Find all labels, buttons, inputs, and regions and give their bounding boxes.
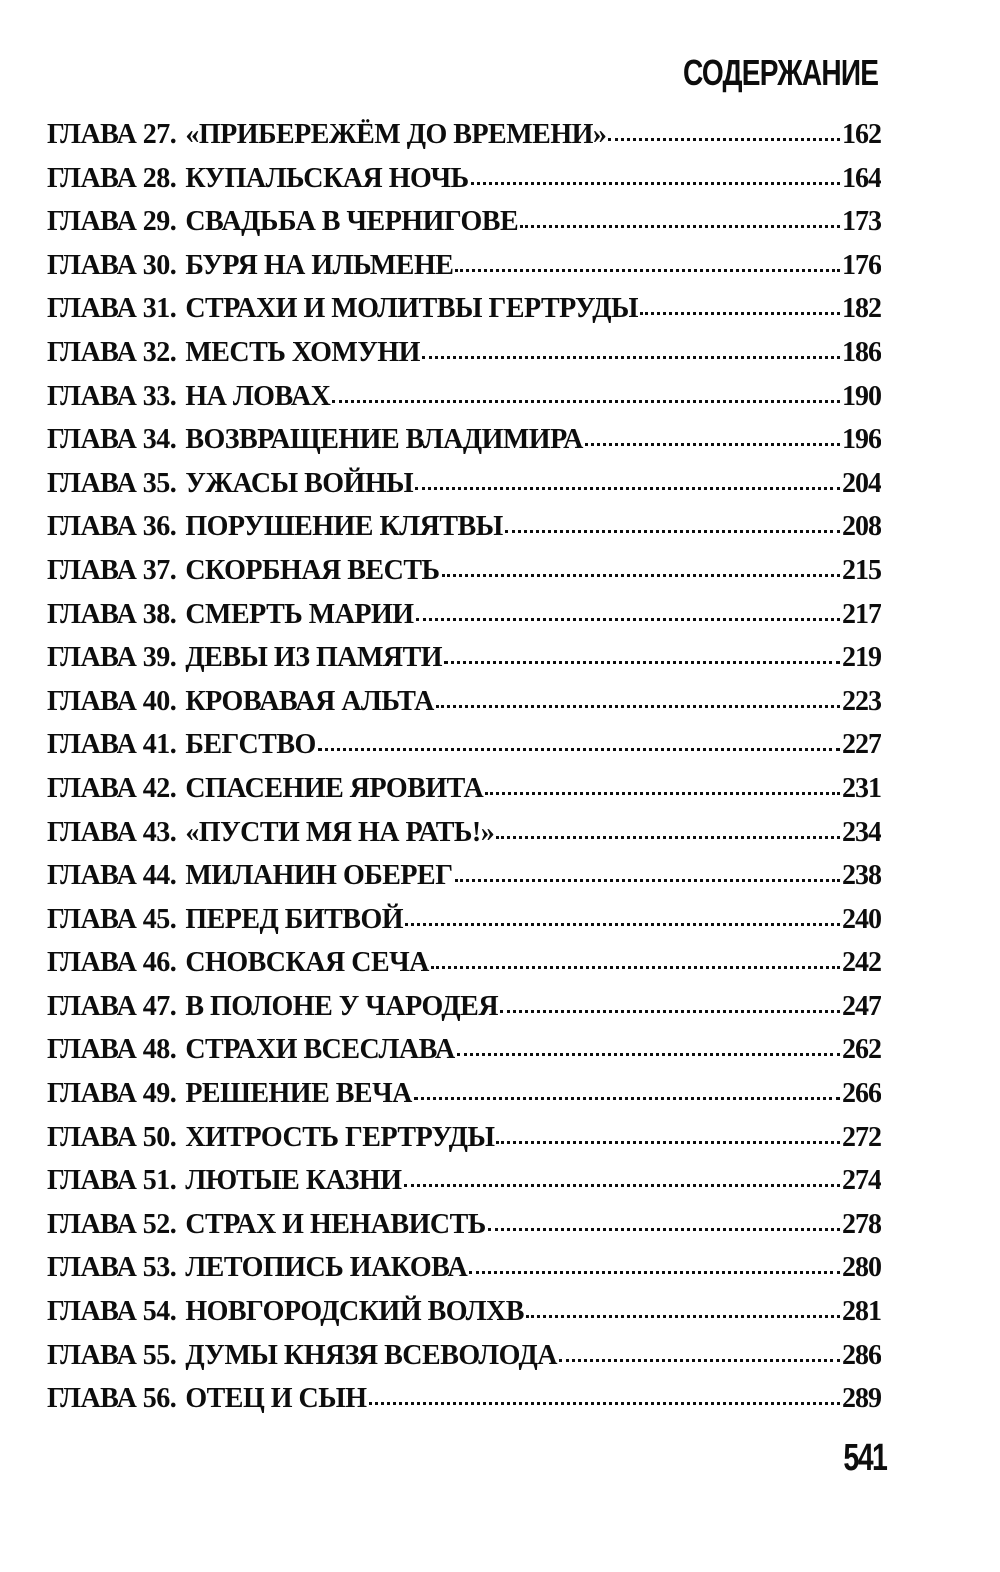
toc-chapter-title: СНОВСКАЯ СЕЧА bbox=[185, 947, 429, 979]
toc-chapter-number: ГЛАВА 54. bbox=[47, 1296, 177, 1328]
toc-entry[interactable] bbox=[47, 113, 881, 157]
toc-entry[interactable] bbox=[47, 549, 881, 593]
toc-chapter-number: ГЛАВА 56. bbox=[47, 1383, 177, 1415]
toc-chapter-number: ГЛАВА 55. bbox=[47, 1339, 177, 1371]
toc-page-number: 208 bbox=[842, 511, 881, 543]
toc-page-number: 162 bbox=[842, 119, 881, 150]
toc-chapter-title: ДЕВЫ ИЗ ПАМЯТИ bbox=[185, 642, 443, 674]
toc-label bbox=[47, 1072, 412, 1116]
toc-entry[interactable] bbox=[47, 767, 881, 811]
toc-chapter-title: ВОЗВРАЩЕНИЕ ВЛАДИМИРА bbox=[185, 424, 583, 456]
toc-label bbox=[47, 375, 330, 419]
toc-page-number: 196 bbox=[842, 424, 881, 456]
toc-label bbox=[47, 1290, 524, 1334]
toc-label bbox=[47, 331, 420, 375]
toc-entry[interactable] bbox=[47, 244, 881, 288]
toc-chapter-title: СПАСЕНИЕ ЯРОВИТА bbox=[185, 772, 484, 804]
toc-dot-leader bbox=[640, 308, 840, 315]
toc-label bbox=[47, 418, 583, 462]
toc-chapter-title: ХИТРОСТЬ ГЕРТРУДЫ bbox=[185, 1121, 495, 1153]
toc-entry[interactable] bbox=[47, 1072, 881, 1116]
toc-page-number: 242 bbox=[842, 947, 881, 979]
toc-entry[interactable] bbox=[47, 462, 881, 506]
toc-label bbox=[47, 1159, 402, 1203]
toc-entry[interactable] bbox=[47, 1159, 881, 1203]
toc-page-number: 231 bbox=[842, 772, 881, 804]
toc-label bbox=[47, 636, 442, 680]
toc-page-number: 247 bbox=[842, 990, 881, 1022]
toc-chapter-title: В ПОЛОНЕ У ЧАРОДЕЯ bbox=[185, 990, 499, 1022]
toc-dot-leader bbox=[485, 788, 840, 795]
toc-chapter-number: ГЛАВА 50. bbox=[47, 1121, 177, 1153]
toc-chapter-number: ГЛАВА 42. bbox=[47, 772, 177, 804]
toc-chapter-title: КУПАЛЬСКАЯ НОЧЬ bbox=[185, 162, 469, 194]
toc-chapter-number: ГЛАВА 29. bbox=[47, 206, 177, 238]
toc-page-number: 190 bbox=[842, 380, 881, 412]
toc-page-number: 280 bbox=[842, 1252, 881, 1284]
toc-label bbox=[47, 1203, 486, 1247]
toc-label bbox=[47, 811, 494, 855]
toc-label bbox=[47, 113, 606, 157]
toc-page-number: 173 bbox=[842, 206, 881, 238]
toc-chapter-number: ГЛАВА 46. bbox=[47, 947, 177, 979]
toc-entry[interactable] bbox=[47, 636, 881, 680]
toc-dot-leader bbox=[500, 1006, 840, 1013]
toc-entry[interactable] bbox=[47, 854, 881, 898]
toc-label bbox=[47, 1246, 467, 1290]
toc-chapter-title: «ПРИБЕРЕЖЁМ ДО ВРЕМЕНИ» bbox=[185, 119, 607, 150]
toc-page-number: 234 bbox=[842, 816, 881, 848]
toc-label bbox=[47, 1116, 494, 1160]
toc-page-number: 266 bbox=[842, 1078, 881, 1110]
toc-dot-leader bbox=[442, 570, 840, 577]
toc-entry[interactable] bbox=[47, 200, 881, 244]
toc-page-number: 278 bbox=[842, 1208, 881, 1240]
toc-dot-leader bbox=[405, 919, 840, 926]
toc-entry[interactable] bbox=[47, 1028, 881, 1072]
toc-page-number: 240 bbox=[842, 903, 881, 935]
toc-chapter-number: ГЛАВА 31. bbox=[47, 293, 177, 325]
toc-label bbox=[47, 505, 503, 549]
toc-label bbox=[47, 549, 440, 593]
toc-chapter-number: ГЛАВА 44. bbox=[47, 860, 177, 892]
toc-chapter-title: ЛЕТОПИСЬ ИАКОВА bbox=[185, 1252, 468, 1284]
toc-chapter-number: ГЛАВА 30. bbox=[47, 249, 177, 281]
toc-dot-leader bbox=[369, 1398, 841, 1405]
toc-page-number: 281 bbox=[842, 1296, 881, 1328]
toc-chapter-title: КРОВАВАЯ АЛЬТА bbox=[185, 685, 434, 717]
toc-chapter-title: «ПУСТИ МЯ НА РАТЬ!» bbox=[185, 816, 495, 848]
toc-label bbox=[47, 767, 483, 811]
toc-label bbox=[47, 723, 316, 767]
toc-entry[interactable] bbox=[47, 418, 881, 462]
toc-entry[interactable] bbox=[47, 985, 881, 1029]
toc-page-number: 182 bbox=[842, 293, 881, 325]
toc-entry[interactable] bbox=[47, 505, 881, 549]
toc-chapter-title: БУРЯ НА ИЛЬМЕНЕ bbox=[185, 249, 454, 281]
toc-chapter-number: ГЛАВА 37. bbox=[47, 554, 177, 586]
toc-page-number: 289 bbox=[842, 1383, 881, 1415]
toc-label bbox=[47, 287, 638, 331]
toc-chapter-number: ГЛАВА 45. bbox=[47, 903, 177, 935]
toc-dot-leader bbox=[469, 1267, 840, 1274]
toc-label bbox=[47, 854, 453, 898]
toc-label bbox=[47, 898, 403, 942]
toc-dot-leader bbox=[404, 1180, 840, 1187]
toc-chapter-number: ГЛАВА 36. bbox=[47, 511, 177, 543]
toc-dot-leader bbox=[332, 396, 840, 403]
toc-dot-leader bbox=[559, 1355, 840, 1362]
toc-label bbox=[47, 200, 518, 244]
toc-chapter-number: ГЛАВА 52. bbox=[47, 1208, 177, 1240]
toc-page-number: 227 bbox=[842, 729, 881, 761]
toc-entry[interactable] bbox=[47, 331, 881, 375]
toc-dot-leader bbox=[585, 439, 840, 446]
toc-chapter-number: ГЛАВА 28. bbox=[47, 162, 177, 194]
toc-chapter-number: ГЛАВА 33. bbox=[47, 380, 177, 412]
toc-page-number: 186 bbox=[842, 336, 881, 368]
toc-chapter-title: ПЕРЕД БИТВОЙ bbox=[185, 903, 404, 935]
toc-dot-leader bbox=[318, 744, 840, 751]
toc-chapter-number: ГЛАВА 41. bbox=[47, 729, 177, 761]
toc-entry[interactable] bbox=[47, 287, 881, 331]
toc-dot-leader bbox=[436, 701, 840, 708]
toc-chapter-title: ДУМЫ КНЯЗЯ ВСЕВОЛОДА bbox=[185, 1339, 557, 1371]
toc-chapter-number: ГЛАВА 27. bbox=[47, 119, 177, 150]
toc-dot-leader bbox=[414, 1093, 840, 1100]
toc-chapter-number: ГЛАВА 51. bbox=[47, 1165, 177, 1197]
toc-entry[interactable] bbox=[47, 1203, 881, 1247]
toc-label bbox=[47, 1334, 557, 1378]
toc-chapter-title: НОВГОРОДСКИЙ ВОЛХВ bbox=[185, 1296, 524, 1328]
toc-dot-leader bbox=[471, 178, 840, 185]
toc-label bbox=[47, 680, 434, 724]
toc-dot-leader bbox=[431, 962, 840, 969]
toc-label bbox=[47, 462, 413, 506]
toc-chapter-title: НА ЛОВАХ bbox=[185, 380, 331, 412]
toc-dot-leader bbox=[488, 1224, 840, 1231]
toc-page-number: 286 bbox=[842, 1339, 881, 1371]
toc-entry[interactable] bbox=[47, 898, 881, 942]
toc-entry[interactable] bbox=[47, 1116, 881, 1160]
toc-chapter-number: ГЛАВА 43. bbox=[47, 816, 177, 848]
toc-page-number: 204 bbox=[842, 467, 881, 499]
toc-chapter-title: МЕСТЬ ХОМУНИ bbox=[185, 336, 420, 368]
toc-dot-leader bbox=[496, 832, 840, 839]
toc-page-number: 164 bbox=[842, 162, 881, 194]
toc-chapter-number: ГЛАВА 34. bbox=[47, 424, 177, 456]
toc-dot-leader bbox=[444, 657, 840, 664]
page-header-title: СОДЕРЖАНИЕ bbox=[682, 52, 878, 93]
toc-page-number: 272 bbox=[842, 1121, 881, 1153]
toc-entry[interactable] bbox=[47, 375, 881, 419]
toc-label bbox=[47, 985, 498, 1029]
table-of-contents bbox=[47, 113, 881, 1421]
toc-chapter-title: СТРАХИ ВСЕСЛАВА bbox=[185, 1034, 455, 1066]
toc-page-number: 217 bbox=[842, 598, 881, 630]
toc-entry[interactable] bbox=[47, 941, 881, 985]
toc-dot-leader bbox=[455, 265, 840, 272]
toc-chapter-title: РЕШЕНИЕ ВЕЧА bbox=[185, 1078, 412, 1110]
toc-label bbox=[47, 157, 469, 201]
toc-dot-leader bbox=[457, 1049, 840, 1056]
toc-entry[interactable] bbox=[47, 1334, 881, 1378]
toc-chapter-number: ГЛАВА 53. bbox=[47, 1252, 177, 1284]
toc-page-number: 238 bbox=[842, 860, 881, 892]
toc-chapter-number: ГЛАВА 47. bbox=[47, 990, 177, 1022]
toc-chapter-title: СКОРБНАЯ ВЕСТЬ bbox=[185, 554, 440, 586]
toc-page-number: 262 bbox=[842, 1034, 881, 1066]
toc-label bbox=[47, 941, 429, 985]
toc-chapter-number: ГЛАВА 38. bbox=[47, 598, 177, 630]
toc-entry[interactable] bbox=[47, 723, 881, 767]
toc-label bbox=[47, 1377, 367, 1421]
toc-entry[interactable] bbox=[47, 593, 881, 637]
toc-chapter-number: ГЛАВА 35. bbox=[47, 467, 177, 499]
toc-dot-leader bbox=[422, 352, 840, 359]
toc-dot-leader bbox=[455, 875, 840, 882]
toc-chapter-title: ОТЕЦ И СЫН bbox=[185, 1383, 367, 1415]
toc-dot-leader bbox=[415, 483, 840, 490]
toc-dot-leader bbox=[496, 1137, 840, 1144]
toc-chapter-title: МИЛАНИН ОБЕРЕГ bbox=[185, 860, 453, 892]
toc-chapter-number: ГЛАВА 48. bbox=[47, 1034, 177, 1066]
toc-chapter-title: СВАДЬБА В ЧЕРНИГОВЕ bbox=[185, 206, 519, 238]
toc-page-number: 274 bbox=[842, 1165, 881, 1197]
toc-page-number: 223 bbox=[842, 685, 881, 717]
toc-chapter-title: СТРАХИ И МОЛИТВЫ ГЕРТРУДЫ bbox=[185, 293, 639, 325]
toc-entry[interactable] bbox=[47, 1290, 881, 1334]
toc-chapter-title: СМЕРТЬ МАРИИ bbox=[185, 598, 414, 630]
toc-dot-leader bbox=[526, 1311, 840, 1318]
toc-page-number: 215 bbox=[842, 554, 881, 586]
toc-chapter-title: БЕГСТВО bbox=[185, 729, 316, 761]
toc-chapter-title: ПОРУШЕНИЕ КЛЯТВЫ bbox=[185, 511, 503, 543]
toc-entry[interactable] bbox=[47, 1246, 881, 1290]
toc-dot-leader bbox=[416, 614, 840, 621]
toc-chapter-number: ГЛАВА 49. bbox=[47, 1078, 177, 1110]
toc-page-number: 176 bbox=[842, 249, 881, 281]
toc-chapter-number: ГЛАВА 39. bbox=[47, 642, 177, 674]
toc-chapter-number: ГЛАВА 32. bbox=[47, 336, 177, 368]
toc-chapter-title: СТРАХ И НЕНАВИСТЬ bbox=[185, 1208, 486, 1240]
toc-chapter-title: ЛЮТЫЕ КАЗНИ bbox=[185, 1165, 402, 1197]
toc-dot-leader bbox=[608, 134, 840, 141]
toc-dot-leader bbox=[520, 221, 840, 228]
toc-entry[interactable] bbox=[47, 1377, 881, 1421]
toc-entry[interactable] bbox=[47, 680, 881, 724]
toc-dot-leader bbox=[505, 526, 840, 533]
toc-label bbox=[47, 244, 453, 288]
toc-chapter-title: УЖАСЫ ВОЙНЫ bbox=[185, 467, 414, 499]
toc-label bbox=[47, 1028, 455, 1072]
toc-label bbox=[47, 593, 414, 637]
toc-chapter-number: ГЛАВА 40. bbox=[47, 685, 177, 717]
toc-page-number: 219 bbox=[842, 642, 881, 674]
page-number: 541 bbox=[842, 1437, 886, 1479]
toc-entry[interactable] bbox=[47, 811, 881, 855]
toc-entry[interactable] bbox=[47, 157, 881, 201]
